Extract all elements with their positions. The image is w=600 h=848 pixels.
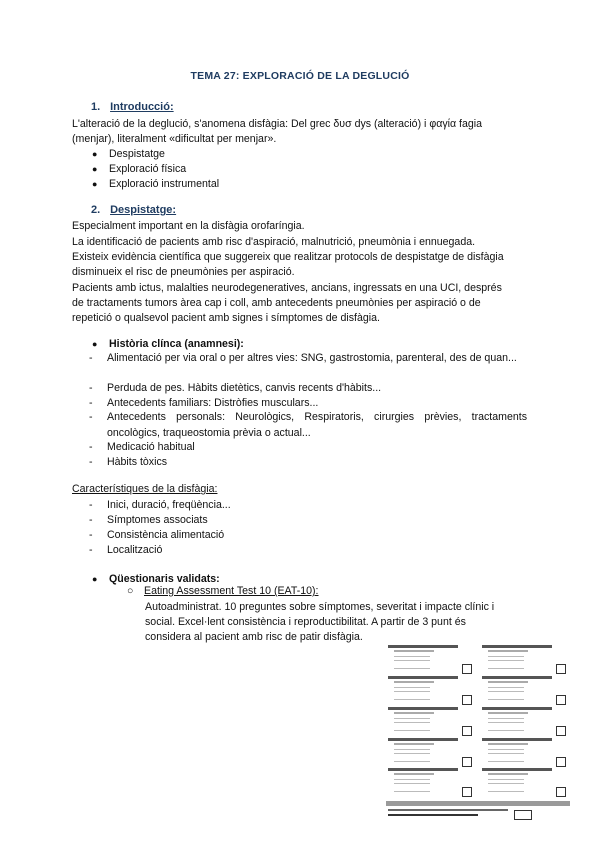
section-number: 1. (91, 101, 101, 113)
features-heading: Característiques de la disfàgia: (72, 483, 218, 495)
list-item (89, 439, 527, 455)
list-item-text: Exploració instrumental (109, 178, 220, 190)
dash-icon: - (89, 411, 93, 423)
section-title: Despistatge: (110, 204, 177, 216)
dash-icon: - (89, 441, 93, 453)
list-item-text: Inici, duració, freqüència... (107, 499, 231, 511)
bullet-icon: ● (92, 339, 98, 349)
section-heading-intro (91, 101, 174, 113)
form-score-bar (386, 801, 570, 806)
page-title: TEMA 27: EXPLORACIÓ DE LA DEGLUCIÓ (190, 70, 410, 82)
list-item-text: Antecedents personals: Neurològics, Respiratoris, cirurgies prèvies, tractaments oncològics, traqueostomia prèvia o actual... (107, 411, 527, 439)
form-question-graphic (482, 768, 570, 796)
list-item (89, 350, 527, 366)
form-question-graphic (388, 738, 476, 766)
form-question-graphic (482, 645, 570, 673)
form-footer-line (388, 809, 508, 811)
list-item-text: Símptomes associats (107, 514, 208, 526)
questionnaires-heading-text: Qüestionaris validats: (109, 573, 220, 585)
screening-line: de tractaments tumors àrea cap i coll, amb antecedents pneumònies per aspiració o de (72, 297, 481, 309)
eat10-line: social. Excel·lent consistència i reproductibilitat. A partir de 3 punt és (145, 616, 466, 628)
bullet-icon: ● (92, 179, 98, 189)
questionnaire-item (127, 585, 319, 597)
list-item-text: Despistatge (109, 148, 165, 160)
screening-line: La identificació de pacients amb risc d'aspiració, malnutrició, pneumònia i ennuegada. (72, 236, 476, 248)
circle-bullet-icon: ○ (127, 585, 134, 597)
bullet-icon: ● (92, 574, 98, 584)
dash-icon: - (89, 352, 93, 364)
list-item-text: Alimentació per via oral o per altres vies: SNG, gastrostomia, parenteral, des de quan... (107, 352, 517, 364)
list-item-text: Antecedents familiars: Distròfies musculars... (107, 397, 319, 409)
form-total-box (514, 810, 532, 820)
dash-icon: - (89, 382, 93, 394)
list-item (92, 161, 186, 177)
list-item-text: Perduda de pes. Hàbits dietètics, canvis recents d'hàbits... (107, 382, 382, 394)
section-heading-screening (91, 204, 176, 216)
history-heading-text: Història clínca (anamnesi): (109, 338, 244, 350)
list-item-text: Exploració física (109, 163, 187, 175)
dash-icon: - (89, 544, 93, 556)
section-number: 2. (91, 204, 101, 216)
screening-line: Especialment important en la disfàgia orofaríngia. (72, 220, 305, 232)
list-item (89, 454, 527, 470)
form-question-graphic (482, 738, 570, 766)
dash-icon: - (89, 397, 93, 409)
list-item-text: Medicació habitual (107, 441, 195, 453)
intro-line-2: (menjar), literalment «dificultat per menjar». (72, 133, 277, 145)
screening-line: repetició o qualsevol pacient amb signes i símptomes de disfàgia. (72, 312, 380, 324)
screening-line: Pacients amb ictus, malalties neurodegeneratives, ancians, ingressats en una UCI, després (72, 282, 502, 294)
form-question-graphic (482, 676, 570, 704)
form-question-graphic (388, 676, 476, 704)
eat10-line: Autoadministrat. 10 preguntes sobre símptomes, severitat i impacte clínic i (145, 601, 495, 613)
form-question-graphic (388, 768, 476, 796)
list-item (89, 542, 527, 558)
bullet-icon: ● (92, 149, 98, 159)
screening-line: disminueix el risc de pneumònies per aspiració. (72, 266, 295, 278)
dash-icon: - (89, 499, 93, 511)
eat10-form-image (386, 643, 570, 821)
intro-line-1: L'alteració de la deglució, s'anomena disfàgia: Del grec δυσ dys (alteració) i φαγία fagia (72, 118, 483, 130)
dash-icon: - (89, 514, 93, 526)
bullet-icon: ● (92, 164, 98, 174)
list-item-text: Consistència alimentació (107, 529, 225, 541)
list-item-text: Hàbits tòxics (107, 456, 168, 468)
form-footer-line (388, 814, 478, 816)
list-item-text: Localització (107, 544, 163, 556)
questionnaire-title: Eating Assessment Test 10 (EAT-10): (144, 585, 319, 597)
form-question-graphic (388, 707, 476, 735)
list-item (89, 380, 527, 396)
list-item (89, 497, 527, 513)
eat10-line: considera al pacient amb risc de patir disfàgia. (145, 631, 363, 643)
list-item (89, 409, 527, 441)
dash-icon: - (89, 456, 93, 468)
list-item (89, 527, 527, 543)
list-item (92, 176, 219, 192)
list-item (89, 512, 527, 528)
section-title: Introducció: (110, 101, 174, 113)
form-question-graphic (388, 645, 476, 673)
dash-icon: - (89, 529, 93, 541)
screening-line: Existeix evidència científica que suggereix que realitzar protocols de despistatge de disfàgia (72, 251, 504, 263)
list-item (92, 146, 165, 162)
form-question-graphic (482, 707, 570, 735)
